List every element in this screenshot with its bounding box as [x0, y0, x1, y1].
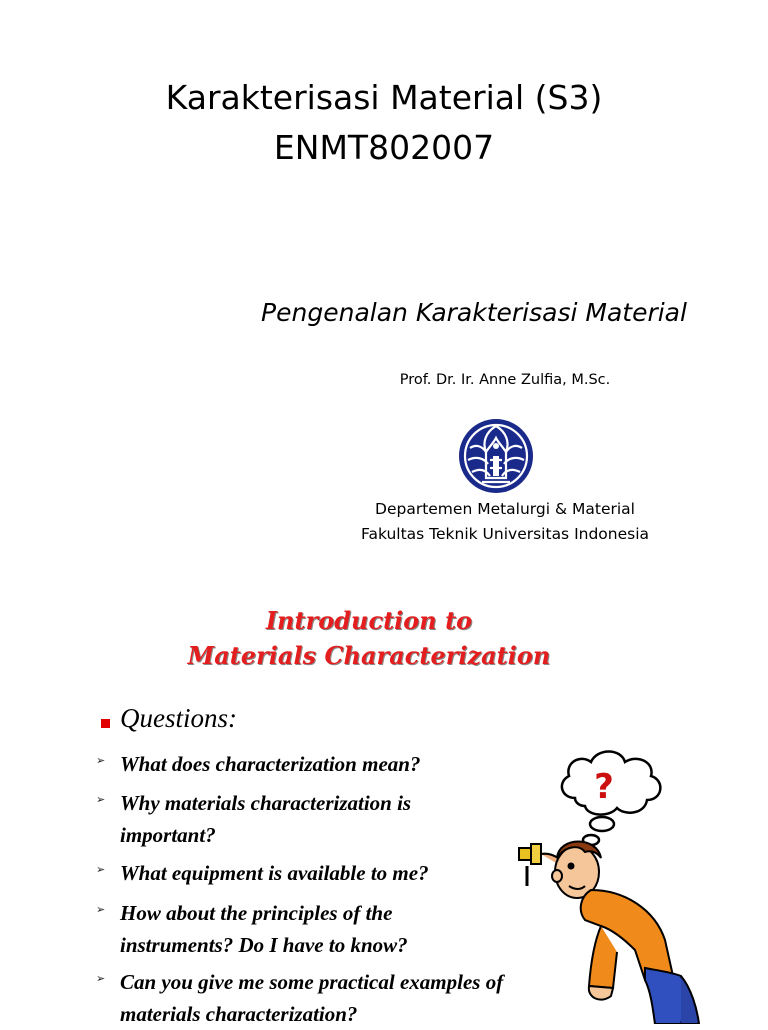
faculty-name: Fakultas Teknik Universitas Indonesia — [360, 525, 650, 543]
university-emblem-icon — [456, 416, 536, 496]
question-text: Why materials characterization is important? — [120, 791, 412, 847]
question-text: What does characterization mean? — [120, 752, 421, 776]
arrow-bullet-icon: ➢ — [96, 863, 106, 876]
question-text: Can you give me some practical examples of materials characterization? — [120, 970, 504, 1026]
square-bullet-icon — [101, 719, 110, 728]
question-text: What equipment is available to me? — [120, 861, 429, 885]
arrow-bullet-icon: ➢ — [96, 793, 106, 806]
department-name: Departemen Metalurgi & Material — [375, 500, 635, 518]
slide-subtitle: Pengenalan Karakterisasi Material — [261, 298, 687, 327]
slide-title-line-1: Karakterisasi Material (S3) — [165, 78, 603, 117]
intro-heading-line-2: Materials Characterization — [187, 641, 551, 670]
author-name: Prof. Dr. Ir. Anne Zulfia, M.Sc. — [399, 372, 611, 388]
arrow-bullet-icon: ➢ — [96, 972, 106, 985]
arrow-bullet-icon: ➢ — [96, 903, 106, 916]
question-text: How about the principles of the instruments? Do I have to know? — [120, 901, 408, 957]
intro-heading-line-1: Introduction to — [265, 606, 473, 635]
slide-title-line-2: ENMT802007 — [273, 128, 495, 167]
thinking-man-with-flashlight-icon — [505, 740, 705, 1024]
thought-symbol: ? — [594, 767, 614, 807]
questions-heading: Questions: — [120, 703, 237, 733]
arrow-bullet-icon: ➢ — [96, 754, 106, 767]
